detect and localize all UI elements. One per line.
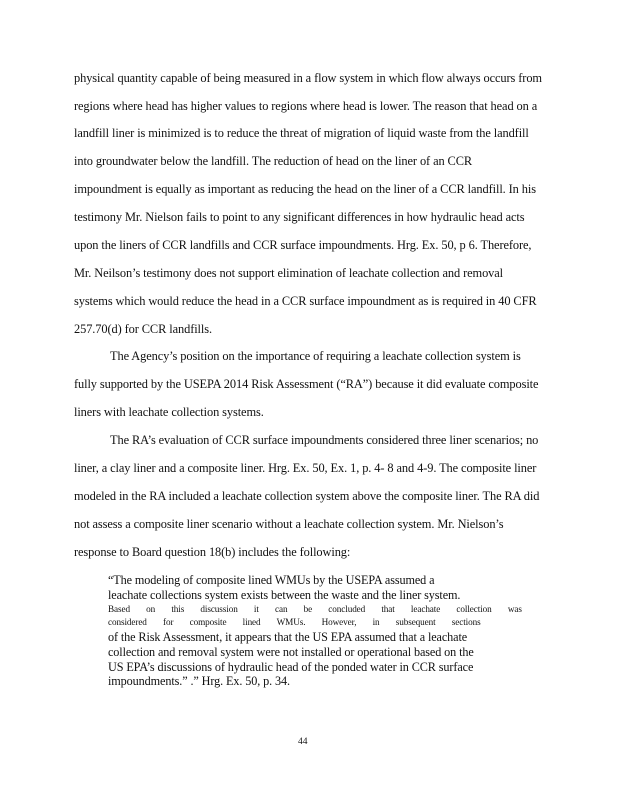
body-line: upon the liners of CCR landfills and CCR surface impoundments. Hrg. Ex. 50, p 6. Therefore, — [74, 238, 532, 252]
body-line: regions where head has higher values to regions where head is lower. The reason that head on a — [74, 99, 538, 113]
quote-line: “The modeling of composite lined WMUs by the USEPA assumed a — [108, 573, 435, 587]
body-line: into groundwater below the landfill. The reduction of head on the liner of an CCR — [74, 154, 473, 168]
body-line: The Agency’s position on the importance of requiring a leachate collection system is — [110, 349, 521, 363]
page-number: 44 — [298, 737, 308, 747]
quote-line: leachate collections system exists between the waste and the liner system. — [108, 588, 461, 602]
quote-line: impoundments.” .” Hrg. Ex. 50, p. 34. — [108, 674, 290, 688]
body-line: response to Board question 18(b) includes the following: — [74, 545, 351, 559]
body-line: modeled in the RA included a leachate collection system above the composite liner. The RA did — [74, 489, 540, 503]
body-line: impoundment is equally as important as reducing the head on the liner of a CCR landfill. In his — [74, 182, 536, 196]
body-line: testimony Mr. Nielson fails to point to any significant differences in how hydraulic head acts — [74, 210, 525, 224]
body-line: not assess a composite liner scenario without a leachate collection system. Mr. Nielson’s — [74, 517, 504, 531]
quote-line: considered for composite lined WMUs. However, in subsequent sections — [108, 616, 481, 628]
body-line: Mr. Neilson’s testimony does not support elimination of leachate collection and removal — [74, 266, 504, 280]
body-line: systems which would reduce the head in a CCR surface impoundment as is required in 40 CFR — [74, 294, 537, 308]
body-line: fully supported by the USEPA 2014 Risk Assessment (“RA”) because it did evaluate composite — [74, 377, 539, 391]
body-line: liner, a clay liner and a composite liner. Hrg. Ex. 50, Ex. 1, p. 4- 8 and 4-9. The composite liner — [74, 461, 537, 475]
body-line: liners with leachate collection systems. — [74, 405, 264, 419]
quote-line: collection and removal system were not installed or operational based on the — [108, 645, 474, 659]
body-line: The RA’s evaluation of CCR surface impoundments considered three liner scenarios; no — [110, 433, 539, 447]
quote-line: of the Risk Assessment, it appears that the US EPA assumed that a leachate — [108, 630, 468, 644]
quote-line: US EPA’s discussions of hydraulic head of the ponded water in CCR surface — [108, 660, 474, 674]
body-line: landfill liner is minimized is to reduce the threat of migration of liquid waste from the landfill — [74, 126, 529, 140]
quote-line: Based on this discussion it can be concluded that leachate collection was — [108, 603, 522, 615]
body-line: physical quantity capable of being measured in a flow system in which flow always occurs from — [74, 71, 542, 85]
body-line: 257.70(d) for CCR landfills. — [74, 322, 212, 336]
